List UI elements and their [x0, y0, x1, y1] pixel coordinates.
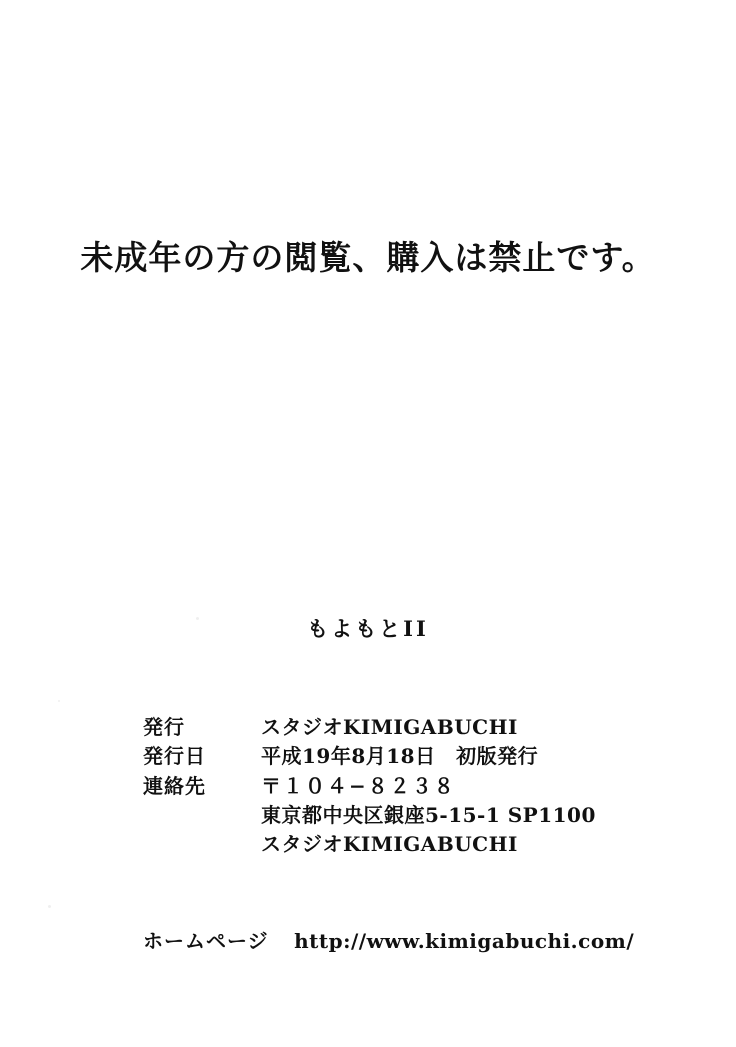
colophon-row-date — [143, 742, 663, 770]
colophon-value-date: 平成19年8月18日 初版発行 — [261, 744, 539, 769]
homepage-url[interactable]: http://www.kimigabuchi.com/ — [294, 929, 635, 953]
colophon-label-contact: 連絡先 — [143, 773, 206, 798]
colophon-studio-line: スタジオKIMIGABUCHI — [261, 831, 518, 856]
page-title: もよもとII — [307, 616, 429, 641]
colophon-address-line: 東京都中央区銀座5-15-1 SP1100 — [261, 803, 596, 828]
paper-speckle — [58, 700, 60, 702]
homepage-label: ホームページ — [143, 929, 269, 953]
colophon-value-postal-code: 〒１０４−８２３８ — [261, 773, 456, 798]
paper-speckle — [48, 905, 51, 908]
colophon-label-publisher: 発行 — [143, 715, 185, 739]
colophon-row-publisher — [143, 713, 663, 741]
age-restriction-notice: 未成年の方の閲覧、購入は禁止です。 — [80, 238, 656, 277]
colophon-value-publisher: スタジオKIMIGABUCHI — [261, 715, 518, 739]
colophon-row-contact — [143, 772, 663, 800]
colophon-block — [143, 713, 663, 858]
homepage-row — [143, 925, 703, 954]
colophon-label-date: 発行日 — [143, 744, 206, 769]
